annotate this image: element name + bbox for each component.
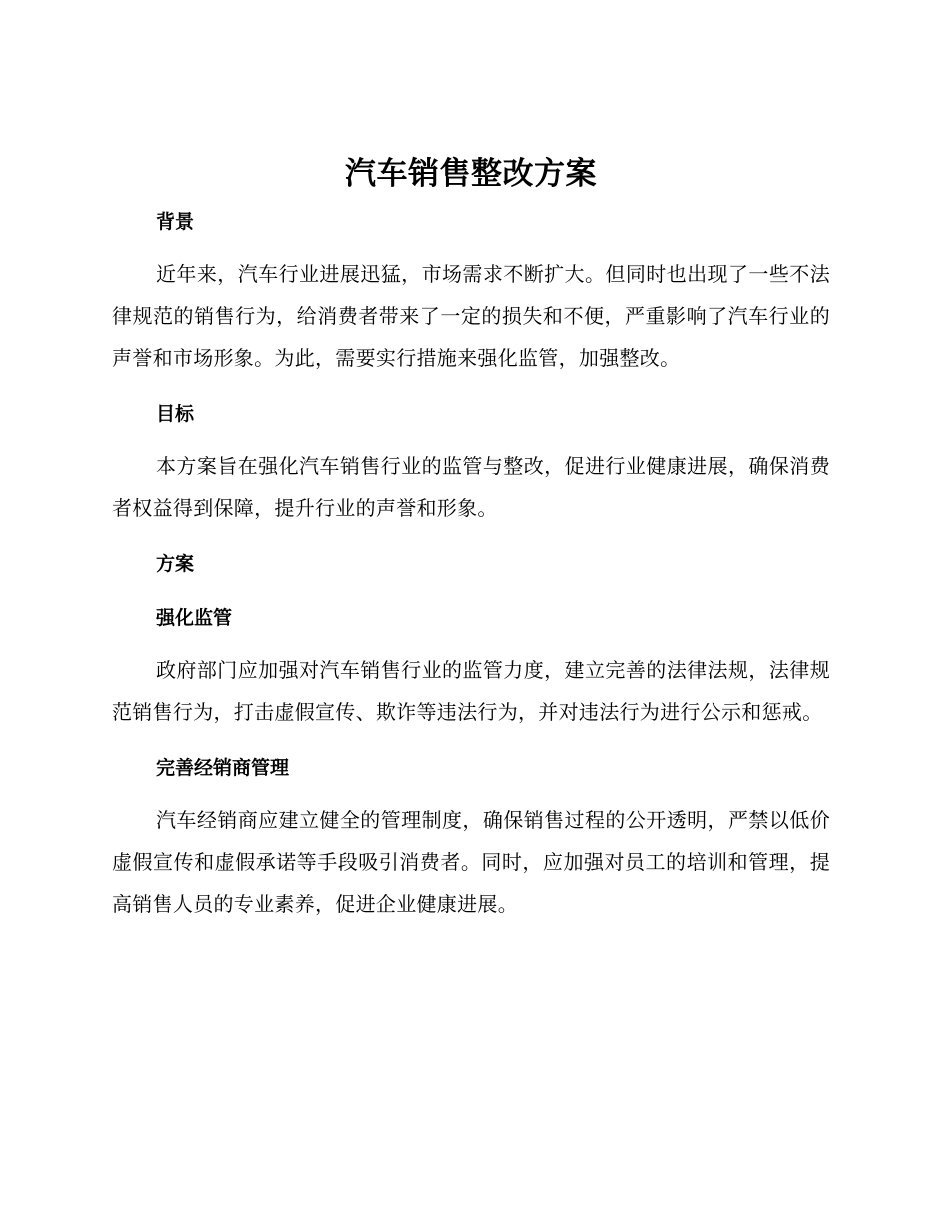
spacer: [112, 640, 830, 649]
document-title: 汽车销售整改方案: [345, 156, 597, 192]
spacer: [112, 244, 830, 253]
section-heading-background: 背景: [156, 211, 195, 233]
spacer: [112, 379, 830, 392]
section-heading-goal: 目标: [156, 403, 195, 425]
section-paragraph-background: 近年来，汽车行业进展迅猛，市场需求不断扩大。但同时也出现了一些不法律规范的销售行为，给消费者带来了一定的损失和不便，严重影响了汽车行业的声誉和市场形象。为此，需要实行措施来强化监管，加强整改。: [112, 262, 830, 370]
spacer: [112, 436, 830, 445]
section-paragraph-dealer-management: 汽车经销商应建立健全的管理制度，确保销售过程的公开透明，严禁以低价虚假宣传和虚假承诺等手段吸引消费者。同时，应加强对员工的培训和管理，提高销售人员的专业素养，促进企业健康进展。: [112, 808, 830, 916]
section-paragraph-supervision: 政府部门应加强对汽车销售行业的监管力度，建立完善的法律法规，法律规范销售行为，打击虚假宣传、欺诈等违法行为，并对违法行为进行公示和惩戒。: [112, 658, 830, 724]
section-heading-dealer-management: 完善经销商管理: [156, 757, 290, 779]
document-body: [112, 150, 830, 925]
spacer: [112, 733, 830, 746]
spacer: [112, 529, 830, 542]
spacer: [112, 586, 830, 596]
section-heading-supervision: 强化监管: [156, 607, 233, 629]
section-paragraph-goal: 本方案旨在强化汽车销售行业的监管与整改，促进行业健康进展，确保消费者权益得到保障，提升行业的声誉和形象。: [112, 454, 830, 520]
section-heading-plan: 方案: [156, 553, 195, 575]
spacer: [112, 790, 830, 799]
